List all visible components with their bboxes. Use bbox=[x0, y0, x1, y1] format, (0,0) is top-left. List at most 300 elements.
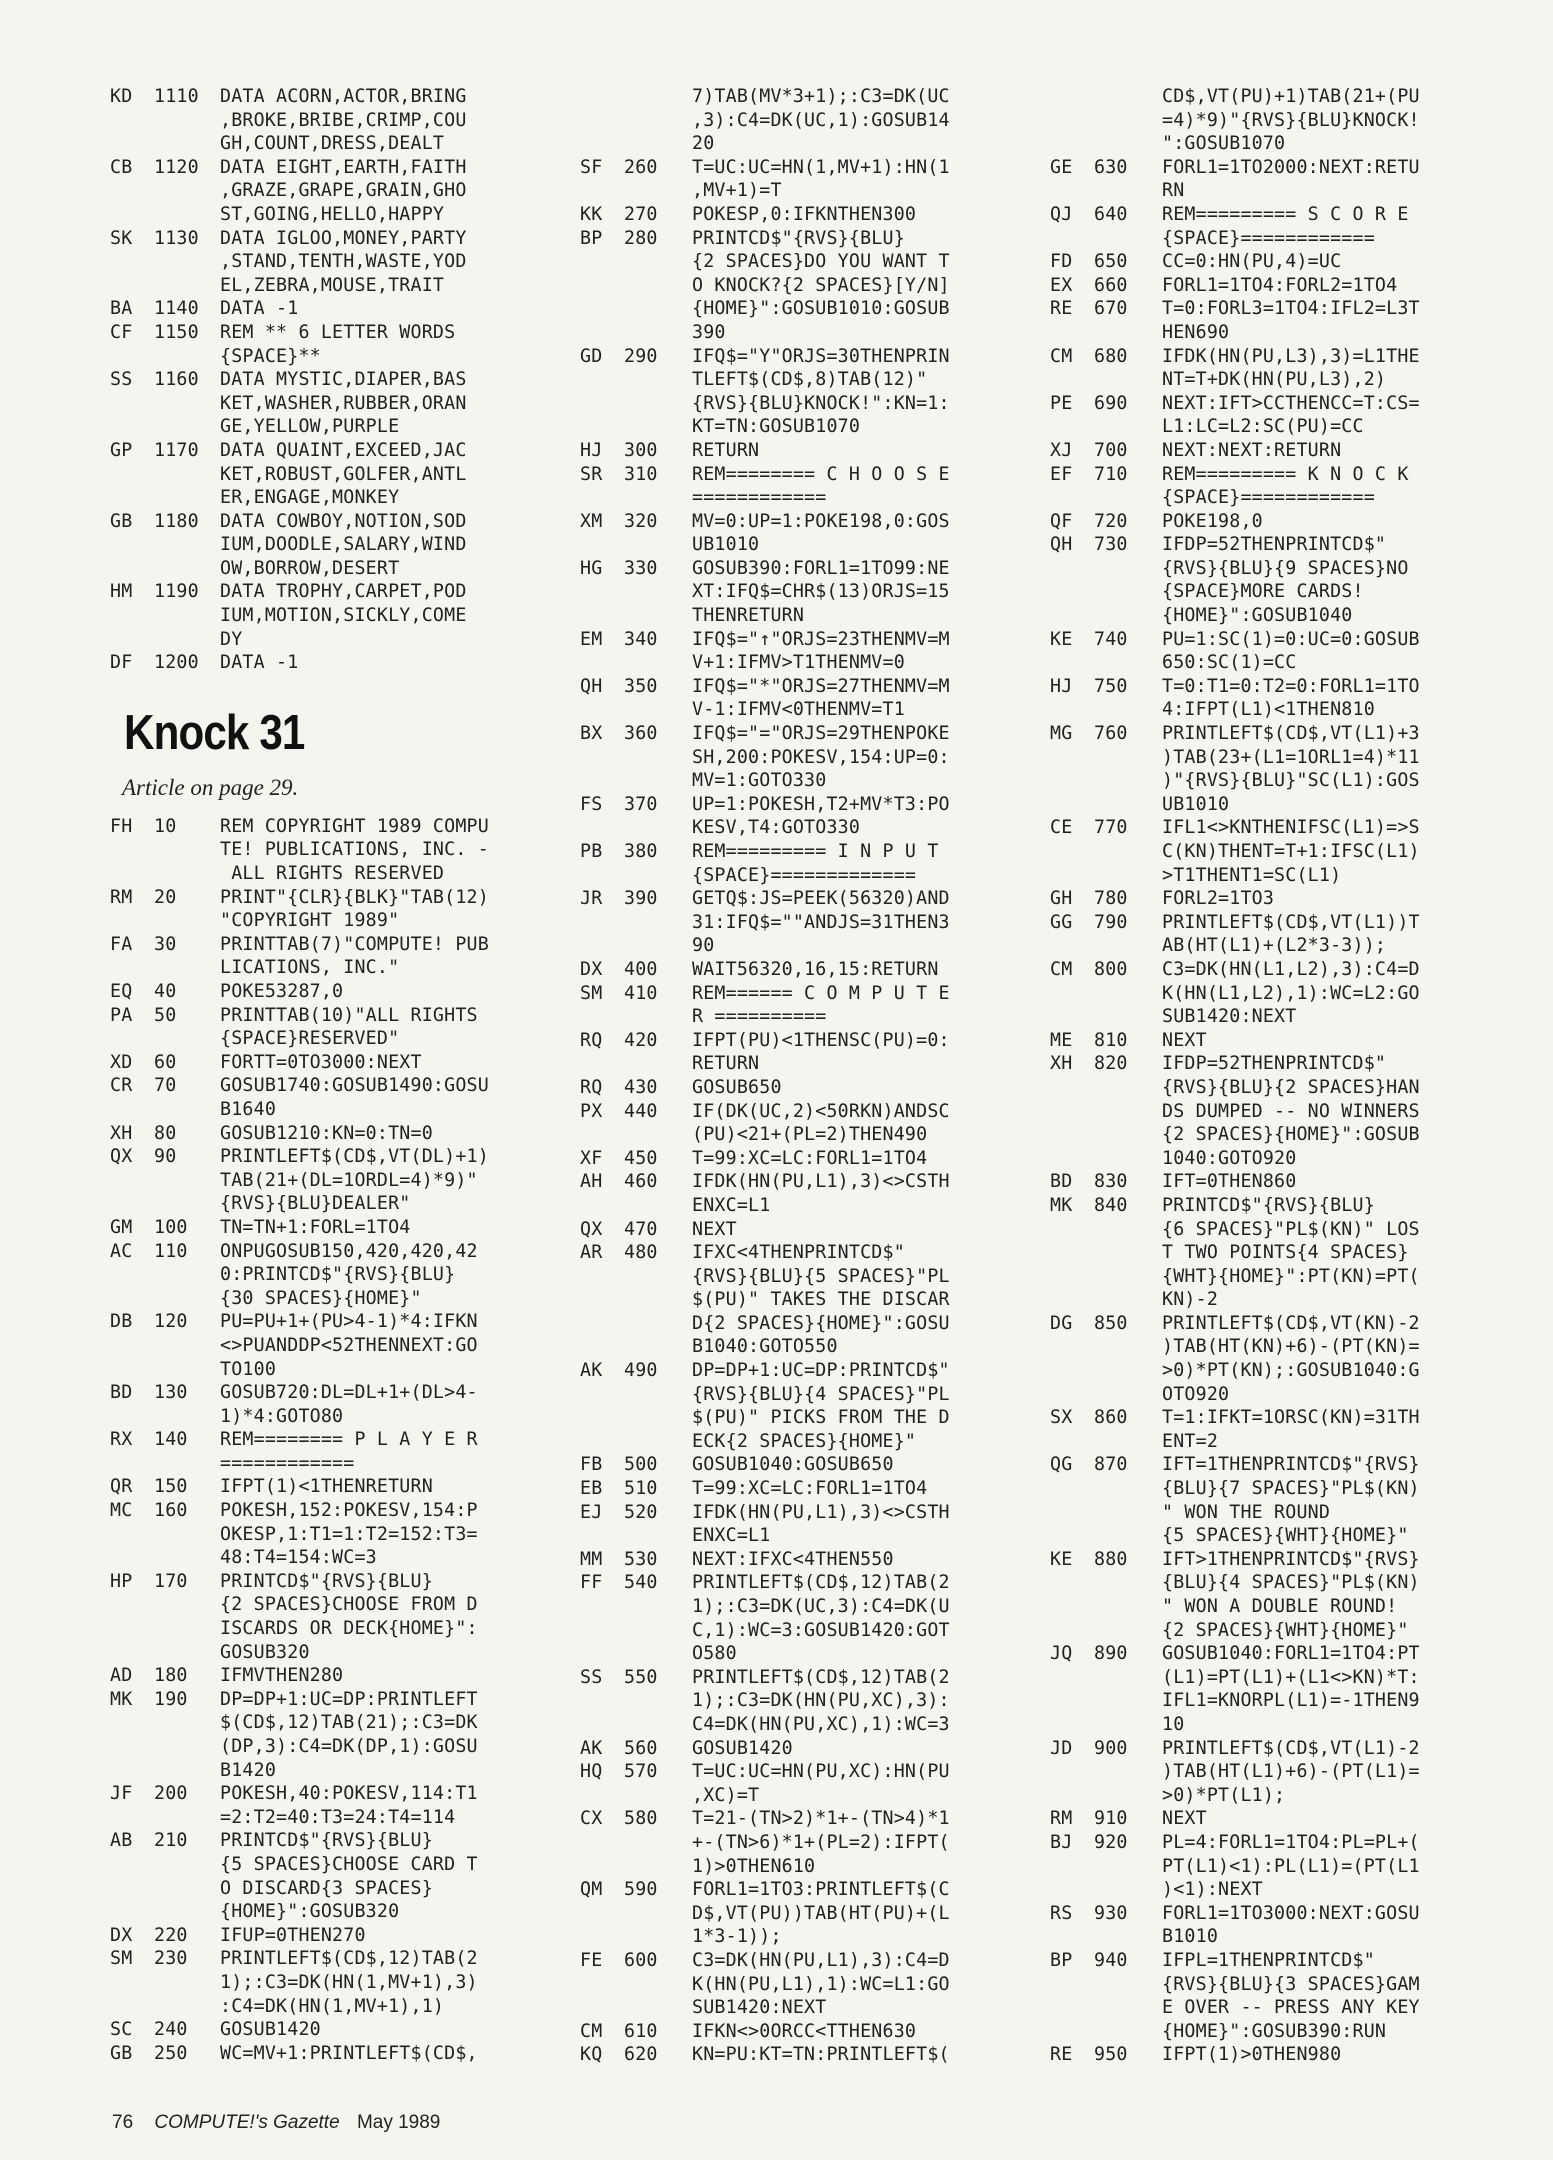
line-number bbox=[154, 486, 220, 510]
line-number bbox=[624, 1383, 692, 1407]
code-text: PRINTLEFT$(CD$,VT(DL)+1) bbox=[220, 1146, 489, 1168]
code-line bbox=[110, 628, 550, 652]
code-line bbox=[580, 1855, 1050, 1879]
code-text: MV=1:GOTO330 bbox=[692, 770, 827, 792]
code-line bbox=[110, 297, 550, 321]
checksum bbox=[580, 1973, 624, 1997]
checksum: BD bbox=[1050, 1171, 1073, 1193]
line-number bbox=[1094, 1288, 1162, 1312]
line-number: 410 bbox=[624, 982, 658, 1004]
code-line bbox=[580, 1194, 1050, 1218]
checksum bbox=[580, 1925, 624, 1949]
code-text: 1);:C3=DK(HN(1,MV+1),3) bbox=[220, 1971, 478, 1993]
checksum bbox=[1050, 368, 1094, 392]
checksum: KE bbox=[1050, 628, 1073, 650]
code-text: R ========== bbox=[692, 1006, 827, 1028]
line-number bbox=[1094, 698, 1162, 722]
code-text: REM ** 6 LETTER WORDS bbox=[220, 321, 456, 343]
code-line bbox=[110, 1381, 550, 1405]
line-number bbox=[624, 1312, 692, 1336]
line-number bbox=[154, 533, 220, 557]
code-text: {HOME}":GOSUB390:RUN bbox=[1162, 2020, 1387, 2042]
checksum bbox=[580, 1123, 624, 1147]
listing-block-knock31 bbox=[110, 815, 550, 2065]
code-text: ENT=2 bbox=[1162, 1430, 1219, 1452]
code-line bbox=[580, 179, 1050, 203]
checksum: HJ bbox=[1050, 675, 1073, 697]
line-number bbox=[624, 297, 692, 321]
code-line bbox=[110, 862, 550, 886]
checksum: CM bbox=[1050, 345, 1073, 367]
code-line bbox=[110, 1593, 550, 1617]
code-line bbox=[1050, 439, 1540, 463]
code-text: C3=DK(HN(PU,L1),3):C4=D bbox=[692, 1949, 950, 1971]
checksum: SR bbox=[580, 463, 603, 485]
line-number: 530 bbox=[624, 1548, 658, 1570]
line-number bbox=[1094, 864, 1162, 888]
checksum bbox=[110, 415, 154, 439]
code-line bbox=[110, 510, 550, 534]
line-number bbox=[154, 604, 220, 628]
checksum bbox=[110, 463, 154, 487]
code-text: RN bbox=[1162, 180, 1185, 202]
code-text: FORL1=1TO3:PRINTLEFT$(C bbox=[692, 1879, 950, 1901]
line-number bbox=[624, 1005, 692, 1029]
code-text: NEXT:IFT>CCTHENCC=T:CS= bbox=[1162, 392, 1420, 414]
code-line bbox=[580, 132, 1050, 156]
code-text: T TWO POINTS{4 SPACES} bbox=[1162, 1242, 1409, 1264]
line-number: 1110 bbox=[154, 86, 199, 107]
line-number bbox=[1094, 1241, 1162, 1265]
code-text: T=UC:UC=HN(1,MV+1):HN(1 bbox=[692, 156, 950, 178]
code-line bbox=[110, 415, 550, 439]
code-line bbox=[1050, 1383, 1540, 1407]
line-number bbox=[624, 109, 692, 133]
code-text: PRINTTAB(7)"COMPUTE! PUB bbox=[220, 933, 489, 955]
line-number bbox=[1094, 1430, 1162, 1454]
checksum bbox=[110, 1735, 154, 1759]
checksum bbox=[580, 415, 624, 439]
checksum bbox=[580, 274, 624, 298]
checksum: GG bbox=[1050, 911, 1073, 933]
code-text: K(HN(PU,L1),1):WC=L1:GO bbox=[692, 1973, 950, 1995]
code-text: NEXT bbox=[1162, 1808, 1207, 1830]
line-number: 270 bbox=[624, 203, 658, 225]
code-line bbox=[1050, 1265, 1540, 1289]
code-text: )TAB(23+(L1=1ORL1=4)*11 bbox=[1162, 746, 1420, 768]
checksum bbox=[1050, 1666, 1094, 1690]
code-text: OW,BORROW,DESERT bbox=[220, 557, 400, 579]
code-text: 650:SC(1)=CC bbox=[1162, 652, 1297, 674]
line-number bbox=[1094, 1619, 1162, 1643]
code-line bbox=[580, 1949, 1050, 1973]
code-text: T=99:XC=LC:FORL1=1TO4 bbox=[692, 1478, 928, 1500]
line-number bbox=[1094, 1335, 1162, 1359]
checksum bbox=[580, 1784, 624, 1808]
code-text: )"{RVS}{BLU}"SC(L1):GOS bbox=[1162, 770, 1420, 792]
code-line bbox=[110, 321, 550, 345]
checksum: FB bbox=[580, 1454, 603, 1476]
code-line bbox=[580, 1359, 1050, 1383]
line-number: 770 bbox=[1094, 817, 1128, 839]
checksum bbox=[580, 816, 624, 840]
code-line bbox=[580, 274, 1050, 298]
code-line bbox=[580, 1619, 1050, 1643]
code-text: )<1):NEXT bbox=[1162, 1879, 1263, 1901]
code-line bbox=[1050, 628, 1540, 652]
code-text: 1);:C3=DK(UC,3):C4=DK(U bbox=[692, 1596, 950, 1617]
code-line bbox=[1050, 1619, 1540, 1643]
line-number: 880 bbox=[1094, 1548, 1128, 1570]
code-text: WC=MV+1:PRINTLEFT$(CD$, bbox=[220, 2042, 478, 2064]
checksum bbox=[110, 345, 154, 369]
checksum bbox=[580, 1430, 624, 1454]
code-text: NEXT bbox=[692, 1218, 737, 1240]
code-line bbox=[580, 1713, 1050, 1737]
line-number bbox=[624, 816, 692, 840]
code-line bbox=[580, 250, 1050, 274]
code-line bbox=[580, 203, 1050, 227]
checksum bbox=[1050, 746, 1094, 770]
code-line bbox=[1050, 1100, 1540, 1124]
code-text: PRINTCD$"{RVS}{BLU} bbox=[692, 227, 905, 249]
code-line bbox=[580, 604, 1050, 628]
line-number bbox=[154, 179, 220, 203]
line-number bbox=[154, 250, 220, 274]
code-text: FORL1=1TO2000:NEXT:RETU bbox=[1162, 156, 1420, 178]
line-number bbox=[624, 746, 692, 770]
code-line bbox=[110, 1452, 550, 1476]
code-line bbox=[110, 1711, 550, 1735]
line-number: 210 bbox=[154, 1830, 188, 1852]
line-number bbox=[1094, 1595, 1162, 1619]
checksum: KK bbox=[580, 203, 603, 225]
checksum bbox=[1050, 179, 1094, 203]
checksum: SS bbox=[580, 1666, 603, 1688]
code-line bbox=[1050, 1807, 1540, 1831]
code-line bbox=[110, 1617, 550, 1641]
line-number: 860 bbox=[1094, 1407, 1128, 1429]
checksum bbox=[580, 1194, 624, 1218]
line-number: 60 bbox=[154, 1051, 177, 1073]
code-line bbox=[110, 345, 550, 369]
checksum: CM bbox=[580, 2020, 603, 2042]
checksum: HJ bbox=[580, 439, 603, 461]
code-text: IFPL=1THENPRINTCD$" bbox=[1162, 1949, 1375, 1971]
code-text: GOSUB320 bbox=[220, 1641, 310, 1663]
checksum bbox=[1050, 132, 1094, 156]
line-number bbox=[624, 698, 692, 722]
checksum bbox=[1050, 85, 1094, 109]
code-line bbox=[1050, 1076, 1540, 1100]
line-number bbox=[154, 392, 220, 416]
code-text: NEXT:IFXC<4THEN550 bbox=[692, 1548, 894, 1570]
line-number bbox=[1094, 1689, 1162, 1713]
code-line bbox=[1050, 1548, 1540, 1572]
line-number bbox=[1094, 1123, 1162, 1147]
checksum bbox=[110, 1995, 154, 2019]
line-number: 290 bbox=[624, 345, 658, 367]
code-line bbox=[110, 85, 550, 109]
checksum bbox=[580, 1406, 624, 1430]
line-number bbox=[154, 1617, 220, 1641]
code-text: GOSUB1040:GOSUB650 bbox=[692, 1454, 894, 1476]
checksum bbox=[110, 1971, 154, 1995]
line-number: 500 bbox=[624, 1454, 658, 1476]
line-number: 280 bbox=[624, 227, 658, 249]
checksum bbox=[1050, 227, 1094, 251]
code-line bbox=[1050, 580, 1540, 604]
code-line bbox=[1050, 816, 1540, 840]
code-text: TAB(21+(DL=1ORDL=4)*9)" bbox=[220, 1169, 478, 1191]
line-number bbox=[1094, 1925, 1162, 1949]
checksum: BD bbox=[110, 1382, 133, 1404]
line-number: 80 bbox=[154, 1122, 177, 1144]
line-number bbox=[1094, 1713, 1162, 1737]
checksum bbox=[580, 533, 624, 557]
code-line bbox=[110, 2018, 550, 2042]
code-text: REM========= S C O R E bbox=[1162, 203, 1409, 225]
code-text: =2:T2=40:T3=24:T4=114 bbox=[220, 1806, 456, 1828]
code-text: ,GRAZE,GRAPE,GRAIN,GHO bbox=[220, 180, 467, 202]
line-number bbox=[154, 1806, 220, 1830]
code-text: IF(DK(UC,2)<50RKN)ANDSC bbox=[692, 1100, 950, 1122]
code-line bbox=[580, 486, 1050, 510]
line-number: 360 bbox=[624, 723, 658, 745]
checksum: QH bbox=[580, 675, 603, 697]
code-line bbox=[110, 1570, 550, 1594]
code-text: =4)*9)"{RVS}{BLU}KNOCK! bbox=[1162, 109, 1420, 131]
line-number: 240 bbox=[154, 2019, 188, 2041]
line-number: 170 bbox=[154, 1570, 188, 1592]
code-text: {30 SPACES}{HOME}" bbox=[220, 1287, 422, 1309]
code-line bbox=[580, 1501, 1050, 1525]
code-text: TO100 bbox=[220, 1358, 277, 1380]
code-text: :C4=DK(HN(1,MV+1),1) bbox=[220, 1995, 445, 2017]
code-text: PRINTTAB(10)"ALL RIGHTS bbox=[220, 1004, 478, 1026]
line-number bbox=[154, 1098, 220, 1122]
code-line bbox=[110, 909, 550, 933]
code-text: HEN690 bbox=[1162, 321, 1230, 343]
line-number: 940 bbox=[1094, 1949, 1128, 1971]
code-text: KN)-2 bbox=[1162, 1289, 1219, 1311]
code-line bbox=[110, 439, 550, 463]
checksum bbox=[1050, 1501, 1094, 1525]
checksum bbox=[1050, 934, 1094, 958]
checksum bbox=[580, 486, 624, 510]
code-line bbox=[580, 1524, 1050, 1548]
code-text: {HOME}":GOSUB320 bbox=[220, 1901, 400, 1923]
checksum bbox=[1050, 604, 1094, 628]
line-number bbox=[1094, 109, 1162, 133]
code-line bbox=[580, 156, 1050, 180]
line-number bbox=[624, 1194, 692, 1218]
line-number: 840 bbox=[1094, 1194, 1128, 1216]
checksum bbox=[110, 203, 154, 227]
checksum bbox=[1050, 1076, 1094, 1100]
code-line bbox=[580, 415, 1050, 439]
checksum: QG bbox=[1050, 1454, 1073, 1476]
code-text: PRINTLEFT$(CD$,VT(L1)-2 bbox=[1162, 1737, 1420, 1759]
code-line bbox=[110, 1475, 550, 1499]
line-number: 490 bbox=[624, 1360, 658, 1382]
code-text: {RVS}{BLU}{2 SPACES}HAN bbox=[1162, 1076, 1420, 1098]
line-number bbox=[154, 1593, 220, 1617]
code-line bbox=[580, 1760, 1050, 1784]
checksum bbox=[110, 1098, 154, 1122]
code-text: UB1010 bbox=[692, 534, 760, 556]
line-number: 50 bbox=[154, 1004, 177, 1026]
code-text: IFQ$="*"ORJS=27THENMV=M bbox=[692, 675, 950, 697]
code-line bbox=[1050, 392, 1540, 416]
checksum bbox=[580, 651, 624, 675]
checksum bbox=[110, 1263, 154, 1287]
code-line bbox=[580, 1807, 1050, 1831]
code-text: {5 SPACES}CHOOSE CARD T bbox=[220, 1853, 478, 1875]
code-text: DY bbox=[220, 628, 243, 650]
checksum: FS bbox=[580, 793, 603, 815]
line-number: 1130 bbox=[154, 227, 199, 249]
checksum bbox=[580, 769, 624, 793]
checksum bbox=[1050, 1996, 1094, 2020]
code-line bbox=[580, 1973, 1050, 1997]
code-line bbox=[580, 1784, 1050, 1808]
code-text: PRINTCD$"{RVS}{BLU} bbox=[220, 1830, 433, 1852]
checksum: JD bbox=[1050, 1737, 1073, 1759]
line-number bbox=[154, 109, 220, 133]
code-text: KET,ROBUST,GOLFER,ANTL bbox=[220, 463, 467, 485]
checksum: AR bbox=[580, 1242, 603, 1264]
checksum bbox=[110, 909, 154, 933]
checksum bbox=[580, 604, 624, 628]
checksum bbox=[1050, 1619, 1094, 1643]
code-line bbox=[580, 1406, 1050, 1430]
code-text: PRINTCD$"{RVS}{BLU} bbox=[1162, 1194, 1375, 1216]
checksum bbox=[110, 1759, 154, 1783]
checksum: XF bbox=[580, 1147, 603, 1169]
code-line bbox=[1050, 722, 1540, 746]
line-number: 900 bbox=[1094, 1737, 1128, 1759]
checksum: KQ bbox=[580, 2044, 603, 2066]
section-heading: Knock 31 bbox=[124, 705, 305, 760]
code-line bbox=[1050, 1831, 1540, 1855]
code-text: 0:PRINTCD$"{RVS}{BLU} bbox=[220, 1264, 456, 1286]
line-number: 380 bbox=[624, 841, 658, 862]
code-text: POKESH,40:POKESV,114:T1 bbox=[220, 1783, 478, 1805]
checksum: QF bbox=[1050, 510, 1073, 532]
code-text: REM======== C H O O S E bbox=[692, 463, 950, 485]
code-line bbox=[110, 368, 550, 392]
issue-date: May 1989 bbox=[356, 2112, 441, 2133]
line-number bbox=[154, 1287, 220, 1311]
line-number: 200 bbox=[154, 1783, 188, 1805]
code-line bbox=[110, 1334, 550, 1358]
code-text: {RVS}{BLU}{3 SPACES}GAM bbox=[1162, 1973, 1420, 1995]
code-text: IFQ$="↑"ORJS=23THENMV=M bbox=[692, 628, 950, 650]
code-line bbox=[110, 1240, 550, 1264]
line-number bbox=[154, 909, 220, 933]
checksum bbox=[580, 1642, 624, 1666]
checksum bbox=[580, 1619, 624, 1643]
checksum: QH bbox=[1050, 534, 1073, 556]
checksum bbox=[580, 297, 624, 321]
code-text: IFDK(HN(PU,L1),3)<>CSTH bbox=[692, 1501, 950, 1523]
code-text: T=0:FORL3=1TO4:IFL2=L3T bbox=[1162, 298, 1420, 320]
line-number: 220 bbox=[154, 1924, 188, 1946]
checksum: SM bbox=[110, 1948, 133, 1970]
code-text: IUM,DOODLE,SALARY,WIND bbox=[220, 534, 467, 556]
code-text: SUB1420:NEXT bbox=[1162, 1006, 1297, 1028]
code-text: PRINT"{CLR}{BLK}"TAB(12) bbox=[220, 886, 489, 908]
line-number bbox=[1094, 793, 1162, 817]
code-text: 4:IFPT(L1)<1THEN810 bbox=[1162, 699, 1375, 721]
code-line bbox=[110, 838, 550, 862]
code-line bbox=[110, 651, 550, 675]
code-text: REM========= I N P U T bbox=[692, 841, 939, 862]
code-text: IFT=0THEN860 bbox=[1162, 1171, 1297, 1193]
code-text: ECK{2 SPACES}{HOME}" bbox=[692, 1430, 917, 1452]
line-number bbox=[154, 862, 220, 886]
code-line bbox=[580, 1925, 1050, 1949]
code-line bbox=[580, 297, 1050, 321]
code-text: " WON A DOUBLE ROUND! bbox=[1162, 1596, 1398, 1617]
checksum: BX bbox=[580, 723, 603, 745]
code-text: 1)>0THEN610 bbox=[692, 1855, 816, 1877]
line-number bbox=[624, 85, 692, 109]
line-number: 1180 bbox=[154, 510, 199, 532]
checksum: AC bbox=[110, 1240, 133, 1262]
line-number bbox=[624, 368, 692, 392]
line-number bbox=[1094, 1855, 1162, 1879]
line-number bbox=[1094, 1878, 1162, 1902]
line-number: 600 bbox=[624, 1949, 658, 1971]
checksum bbox=[1050, 1925, 1094, 1949]
line-number bbox=[624, 911, 692, 935]
code-text: ENXC=L1 bbox=[692, 1525, 771, 1547]
line-number bbox=[1094, 486, 1162, 510]
code-text: {2 SPACES}CHOOSE FROM D bbox=[220, 1594, 478, 1616]
code-line bbox=[580, 1595, 1050, 1619]
checksum bbox=[580, 132, 624, 156]
checksum: DG bbox=[1050, 1312, 1073, 1334]
code-line bbox=[1050, 179, 1540, 203]
checksum: QM bbox=[580, 1879, 603, 1901]
line-number bbox=[154, 132, 220, 156]
line-number: 710 bbox=[1094, 463, 1128, 485]
line-number: 790 bbox=[1094, 911, 1128, 933]
line-number bbox=[154, 1169, 220, 1193]
code-text: REM====== C O M P U T E bbox=[692, 982, 950, 1004]
checksum: AB bbox=[110, 1830, 133, 1852]
code-text: FORTT=0TO3000:NEXT bbox=[220, 1051, 422, 1073]
checksum: CM bbox=[1050, 958, 1073, 980]
line-number bbox=[1094, 1005, 1162, 1029]
code-text: PRINTLEFT$(CD$,12)TAB(2 bbox=[220, 1948, 478, 1970]
line-number bbox=[624, 392, 692, 416]
line-number bbox=[154, 1735, 220, 1759]
code-line bbox=[110, 1641, 550, 1665]
code-text: PU=1:SC(1)=0:UC=0:GOSUB bbox=[1162, 628, 1420, 650]
listing-column-1 bbox=[110, 85, 550, 2065]
checksum bbox=[580, 911, 624, 935]
code-line bbox=[1050, 1902, 1540, 1926]
code-line bbox=[110, 1688, 550, 1712]
code-text: NEXT bbox=[1162, 1029, 1207, 1051]
code-text: ,STAND,TENTH,WASTE,YOD bbox=[220, 251, 467, 273]
code-text: IFPT(1)<1THENRETURN bbox=[220, 1476, 433, 1498]
code-line bbox=[580, 557, 1050, 581]
checksum bbox=[580, 1996, 624, 2020]
